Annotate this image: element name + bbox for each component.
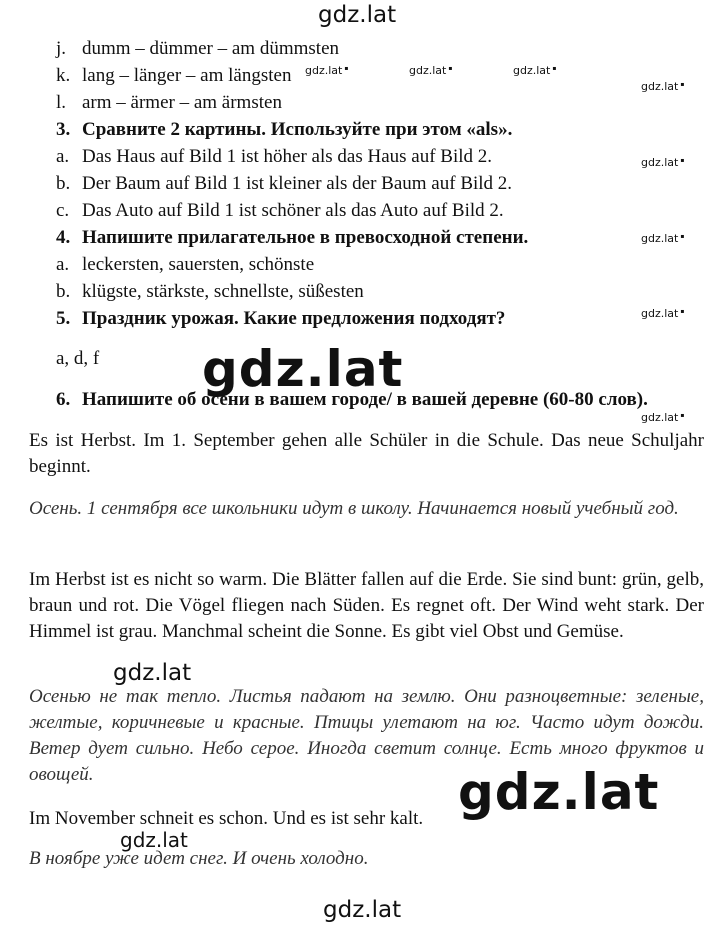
watermark-small: gdz.lat ▪ [409, 64, 452, 77]
list-marker: j. [56, 38, 67, 59]
list-marker: c. [56, 200, 70, 221]
list-item-text: dumm – dümmer – am dümmsten [82, 38, 340, 59]
list-marker: b. [56, 281, 71, 302]
paragraph-russian: Осень. 1 сентября все школьники идут в школу. Начинается новый учебный год. [29, 498, 679, 519]
task-heading [56, 308, 505, 330]
watermark-small: gdz.lat ▪ [641, 307, 684, 320]
list-marker: k. [56, 65, 71, 86]
paragraph-german: Im November schneit es schon. Und es ist sehr kalt. [29, 808, 424, 829]
list-item-text: arm – ärmer – am ärmsten [82, 92, 282, 113]
list-item [56, 281, 364, 303]
list-marker: a. [56, 254, 70, 275]
list-marker: l. [56, 92, 67, 113]
task-number: 5. [56, 308, 71, 329]
list-item [56, 38, 339, 60]
list-item [56, 200, 504, 222]
task-heading [56, 119, 512, 141]
watermark-top: gdz.lat [318, 2, 397, 28]
paragraph-russian: В ноябре уже идет снег. И очень холодно. [29, 848, 369, 869]
task-title: Сравните 2 картины. Используйте при этом «als». [82, 119, 513, 140]
task-answer: a, d, f [56, 348, 100, 369]
watermark-small: gdz.lat ▪ [305, 64, 348, 77]
list-item-text: Das Haus auf Bild 1 ist höher als das Haus auf Bild 2. [82, 146, 493, 167]
task-number: 6. [56, 389, 71, 410]
paragraph-german: Im Herbst ist es nicht so warm. Die Blätter fallen auf die Erde. Sie sind bunt: grün, gelb, braun und rot. Die Vögel fliegen nach Süden. Es regnet oft. Der Wind weht stark. Der Himmel ist grau. Manchmal scheint die Sonne. Es gibt viel Obst und Gemüse. [29, 569, 704, 642]
task-number: 3. [56, 119, 71, 140]
paragraph-russian: Осенью не так тепло. Листья падают на землю. Они разноцветные: зеленые, желтые, коричневые и красные. Птицы улетают на юг. Часто идут дожди. Ветер дует сильно. Небо серое. Иногда светит солнце. Есть много фруктов и овощей. [29, 686, 704, 785]
list-marker: b. [56, 173, 71, 194]
task-title: Напишите об осени в вашем городе/ в вашей деревне (60-80 слов). [82, 389, 648, 410]
task-title: Праздник урожая. Какие предложения подходят? [82, 308, 506, 329]
watermark-small: gdz.lat ▪ [641, 156, 684, 169]
list-item-text: lang – länger – am längsten [82, 65, 292, 86]
task-heading [56, 227, 528, 249]
list-marker: a. [56, 146, 70, 167]
list-item [56, 173, 512, 195]
list-item [56, 92, 282, 114]
list-item [56, 254, 314, 276]
watermark-large: gdz.lat [202, 340, 404, 398]
list-item [56, 65, 291, 87]
list-item-text: klügste, stärkste, schnellste, süßesten [82, 281, 364, 302]
list-item-text: Das Auto auf Bild 1 ist schöner als das Auto auf Bild 2. [82, 200, 504, 221]
list-item-text: leckersten, sauersten, schönste [82, 254, 315, 275]
list-item-text: Der Baum auf Bild 1 ist kleiner als der Baum auf Bild 2. [82, 173, 513, 194]
watermark-small: gdz.lat ▪ [513, 64, 556, 77]
task-title: Напишите прилагательное в превосходной степени. [82, 227, 529, 248]
watermark-small: gdz.lat ▪ [641, 411, 684, 424]
task-number: 4. [56, 227, 71, 248]
list-item [56, 146, 492, 168]
watermark-medium: gdz.lat [113, 660, 192, 686]
paragraph-german: Es ist Herbst. Im 1. September gehen alle Schüler in die Schule. Das neue Schuljahr beginnt. [29, 430, 704, 477]
watermark-small: gdz.lat ▪ [641, 232, 684, 245]
watermark-small: gdz.lat ▪ [641, 80, 684, 93]
watermark-large: gdz.lat [458, 763, 660, 821]
watermark-bottom: gdz.lat [323, 897, 402, 923]
watermark-medium: gdz.lat [120, 828, 188, 852]
